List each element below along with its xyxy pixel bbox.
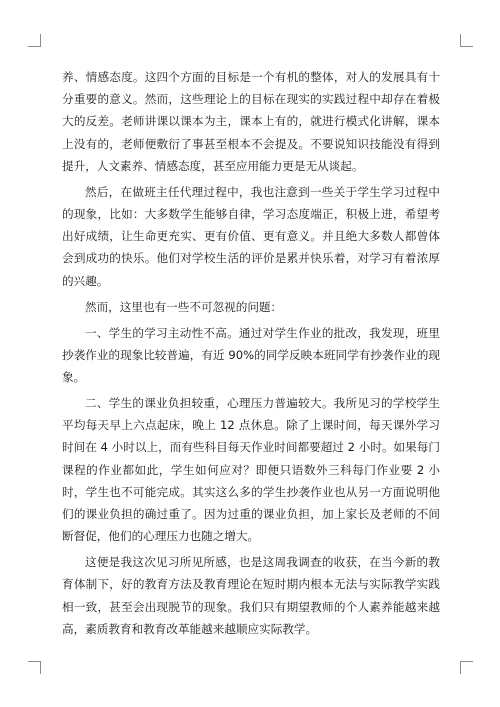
crop-mark-top-left <box>28 34 41 47</box>
document-body <box>62 66 440 644</box>
crop-mark-top-right <box>460 34 473 47</box>
crop-mark-bottom-right <box>460 661 473 674</box>
paragraph-5: 二、学生的课业负担较重，心理压力普遍较大。我所见习的学校学生平均每天早上六点起床，晚上 12 点休息。除了上课时间，每天课外学习时间在 4 小时以上，而有些科目每天作业时间都要超过 2 小时。如果每门课程的作业都如此，学生如何应对？即便只语数外三科每门作业要 2 小时，学生也不可能完成。其实这么多的学生抄袭作业也从另一方面说明他们的课业负担的确过重了。因为过重的课业负担，加上家长及老师的不间断督促，他们的心理压力也随之增大。 <box>62 396 440 544</box>
crop-mark-bottom-left <box>28 661 41 674</box>
paragraph-6: 这便是我这次见习所见所感，也是这周我调查的收获，在当今新的教育体制下，好的教育方法及教育理论在短时期内根本无法与实际教学实践相一致，甚至会出现脱节的现象。我们只有期望教师的个人素养能越来越高，素质教育和教育改革能越来越顺应实际教学。 <box>62 555 440 636</box>
paragraph-3: 然而，这里也有一些不可忽视的问题： <box>85 299 283 314</box>
paragraph-1: 养、情感态度。这四个方面的目标是一个有机的整体，对人的发展具有十分重要的意义。然而，这些理论上的目标在现实的实践过程中却存在着极大的反差。老师讲课以课本为主，课本上有的，就进行模式化讲解，课本上没有的，老师便敷衍了事甚至根本不会提及。不要说知识技能没有得到提升，人文素养、情感态度，甚至应用能力更是无从谈起。 <box>62 70 440 173</box>
paragraph-2: 然后，在做班主任代理过程中，我也注意到一些关于学生学习过程中的现象，比如：大多数学生能够自律，学习态度端正，积极上进，希望考出好成绩，让生命更充实、更有价值、更有意义。并且绝大多数人都曾体会到成功的快乐。他们对学校生活的评价是累并快乐着，对学习有着浓厚的兴趣。 <box>62 184 440 288</box>
paragraph-4: 一、学生的学习主动性不高。通过对学生作业的批改，我发现，班里抄袭作业的现象比较普遍，有近 90%的同学反映本班同学有抄袭作业的现象。 <box>62 325 440 385</box>
